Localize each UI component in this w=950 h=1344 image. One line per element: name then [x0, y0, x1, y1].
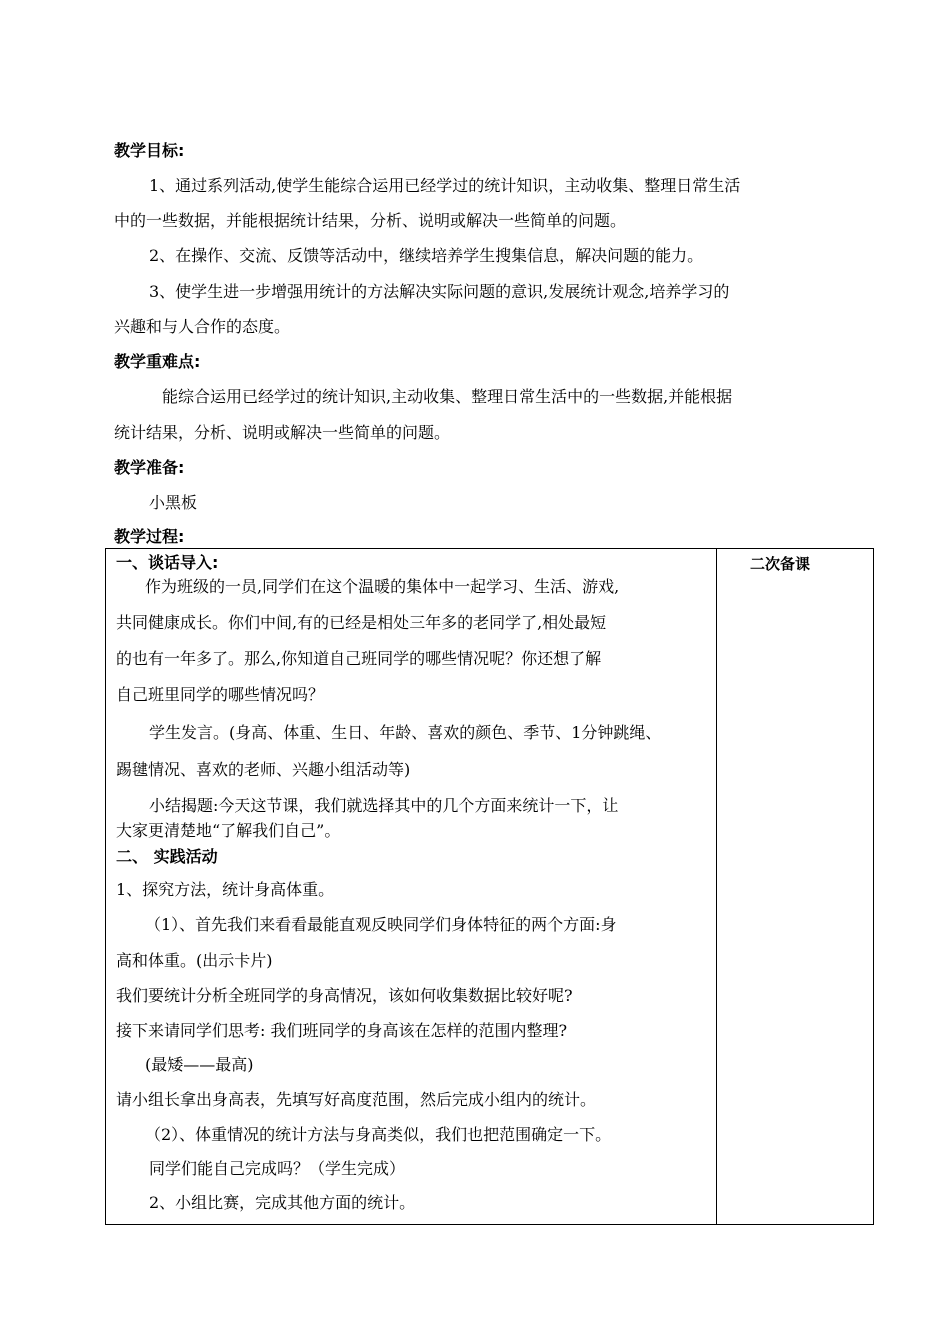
- process-line: 大家更清楚地“了解我们自己”。: [116, 821, 341, 840]
- process-line: 小结揭题:今天这节课，我们就选择其中的几个方面来统计一下，让: [149, 796, 619, 815]
- process-line: (最矮——最高): [145, 1055, 254, 1074]
- process-line: 学生发言。(身高、体重、生日、年龄、喜欢的颜色、季节、1分钟跳绳、: [149, 723, 662, 742]
- objective-3-line-1: 3、使学生进一步增强用统计的方法解决实际问题的意识,发展统计观念,培养学习的: [149, 282, 730, 301]
- process-line: 作为班级的一员,同学们在这个温暖的集体中一起学习、生活、游戏,: [145, 577, 620, 596]
- objective-1-line-2: 中的一些数据，并能根据统计结果，分析、说明或解决一些简单的问题。: [114, 211, 627, 230]
- preparation-text: 小黑板: [149, 493, 198, 512]
- process-line: 2、小组比赛，完成其他方面的统计。: [149, 1193, 416, 1212]
- objectives-heading: 教学目标:: [114, 141, 185, 160]
- key-points-line-1: 能综合运用已经学过的统计知识,主动收集、整理日常生活中的一些数据,并能根据: [162, 387, 733, 406]
- objective-2: 2、在操作、交流、反馈等活动中，继续培养学生搜集信息，解决问题的能力。: [149, 246, 704, 265]
- process-heading: 教学过程:: [114, 527, 185, 546]
- process-line: 一、谈话导入:: [116, 553, 219, 572]
- second-prep-header: 二次备课: [750, 555, 811, 573]
- process-line: （1）、首先我们来看看最能直观反映同学们身体特征的两个方面:身: [145, 915, 617, 934]
- process-line: 请小组长拿出身高表，先填写好高度范围，然后完成小组内的统计。: [116, 1090, 597, 1109]
- process-line: 高和体重。(出示卡片): [116, 951, 273, 970]
- process-line: 我们要统计分析全班同学的身高情况，该如何收集数据比较好呢?: [116, 986, 573, 1005]
- process-line: 踢毽情况、喜欢的老师、兴趣小组活动等): [116, 760, 411, 779]
- table-column-divider: [716, 548, 717, 1225]
- objective-3-line-2: 兴趣和与人合作的态度。: [114, 317, 291, 336]
- process-line: 二、 实践活动: [116, 847, 218, 866]
- process-line: 接下来请同学们思考: 我们班同学的身高该在怎样的范围内整理?: [116, 1021, 568, 1040]
- process-line: 1、探究方法，统计身高体重。: [116, 880, 335, 899]
- objective-1-line-1: 1、通过系列活动,使学生能综合运用已经学过的统计知识，主动收集、整理日常生活: [149, 176, 741, 195]
- process-line: 同学们能自己完成吗？（学生完成）: [149, 1159, 406, 1178]
- process-line: 共同健康成长。你们中间,有的已经是相处三年多的老同学了,相处最短: [116, 613, 607, 632]
- key-points-heading: 教学重难点:: [114, 352, 201, 371]
- process-line: （2）、体重情况的统计方法与身高类似，我们也把范围确定一下。: [145, 1125, 612, 1144]
- process-line: 自己班里同学的哪些情况吗？: [116, 685, 325, 704]
- process-line: 的也有一年多了。那么,你知道自己班同学的哪些情况呢？你还想了解: [116, 649, 602, 668]
- key-points-line-2: 统计结果，分析、说明或解决一些简单的问题。: [114, 423, 451, 442]
- preparation-heading: 教学准备:: [114, 458, 185, 477]
